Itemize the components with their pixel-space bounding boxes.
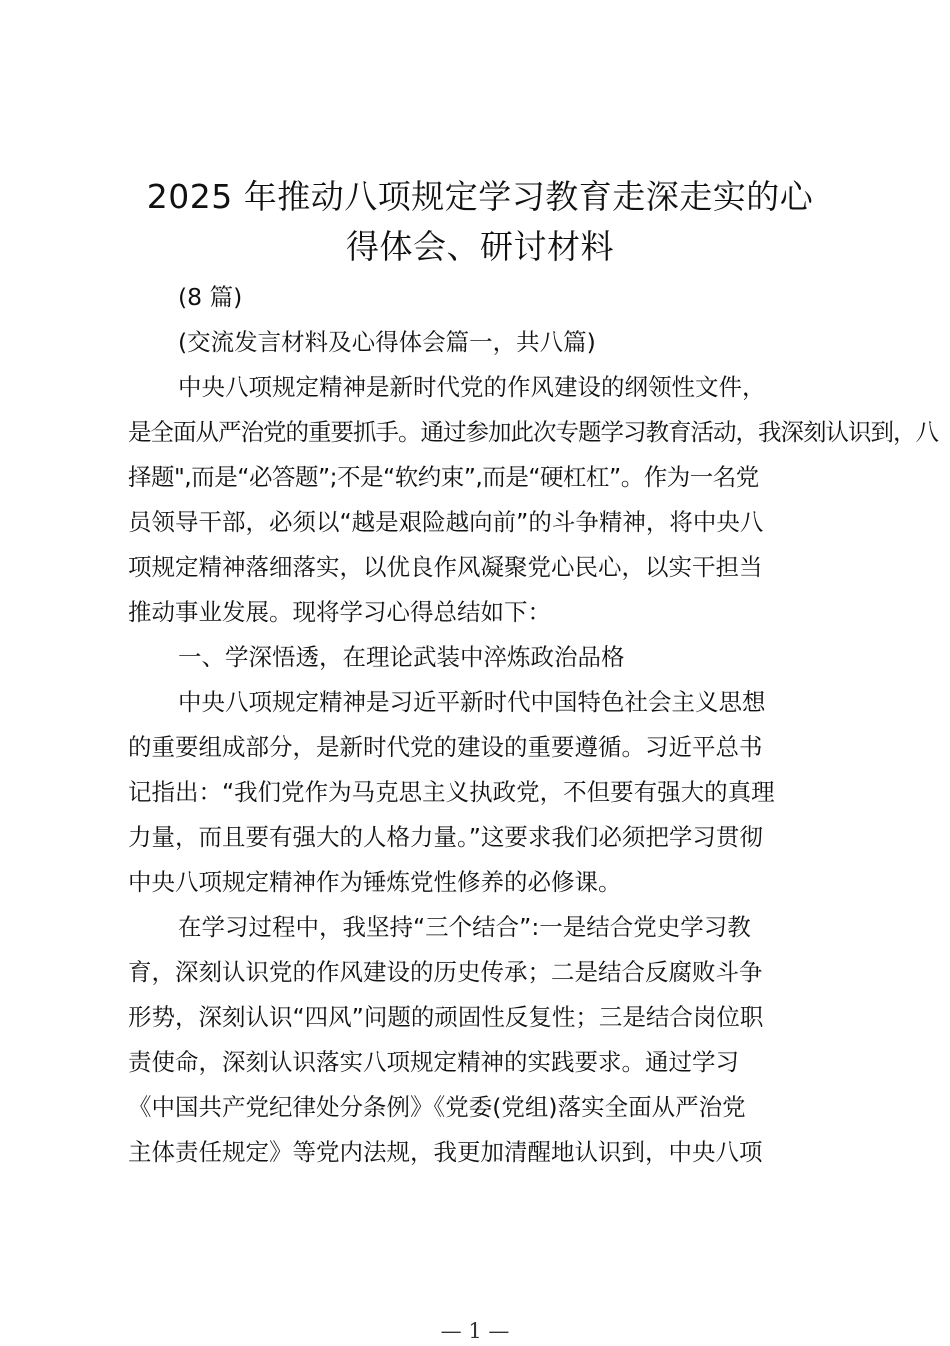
- document-note: (交流发言材料及心得体会篇一，共八篇): [178, 328, 596, 356]
- paragraph-line: 中央八项规定精神是新时代党的作风建设的纲领性文件，: [178, 373, 766, 401]
- paragraph-line: 是全面从严治党的重要抓手。通过参加此次专题学习教育活动，我深刻认识到，八: [128, 418, 938, 446]
- document-subtitle: (8 篇): [178, 283, 243, 311]
- paragraph-line: 形势，深刻认识“四风”问题的顽固性反复性；三是结合岗位职: [128, 1003, 764, 1031]
- paragraph-line: 择题",而是“必答题”;不是“软约束”,而是“硬杠杠”。作为一名党: [128, 463, 759, 491]
- paragraph-line: 项规定精神落细落实，以优良作风凝聚党心民心，以实干担当: [128, 553, 763, 581]
- paragraph-line: 育，深刻认识党的作风建设的历史传承；二是结合反腐败斗争: [128, 958, 763, 986]
- paragraph-line: 记指出：“我们党作为马克思主义执政党，不但要有强大的真理: [128, 778, 775, 806]
- paragraph-line: 员领导干部，必须以“越是艰险越向前”的斗争精神，将中央八: [128, 508, 764, 536]
- paragraph-line: 推动事业发展。现将学习心得总结如下：: [128, 598, 551, 626]
- paragraph-line: 责使命，深刻认识落实八项规定精神的实践要求。通过学习: [128, 1048, 739, 1076]
- paragraph-line: 力量，而且要有强大的人格力量。”这要求我们必须把学习贯彻: [128, 823, 763, 851]
- document-title-line-1: 2025 年推动八项规定学习教育走深走实的心: [146, 177, 814, 216]
- section-heading: 一、学深悟透，在理论武装中淬炼政治品格: [178, 643, 625, 671]
- page-number: — 1 —: [440, 1319, 510, 1343]
- paragraph-line: 中央八项规定精神是习近平新时代中国特色社会主义思想: [178, 688, 766, 716]
- paragraph-line: 主体责任规定》等党内法规，我更加清醒地认识到，中央八项: [128, 1138, 763, 1166]
- paragraph-line: 在学习过程中，我坚持“三个结合”:一是结合党史学习教: [178, 913, 751, 941]
- paragraph-line: 中央八项规定精神作为锤炼党性修养的必修课。: [128, 868, 622, 896]
- paragraph-line: 《中国共产党纪律处分条例》《党委(党组)落实全面从严治党: [128, 1093, 746, 1121]
- document-title-line-2: 得体会、研讨材料: [346, 227, 614, 266]
- paragraph-line: 的重要组成部分，是新时代党的建设的重要遵循。习近平总书: [128, 733, 763, 761]
